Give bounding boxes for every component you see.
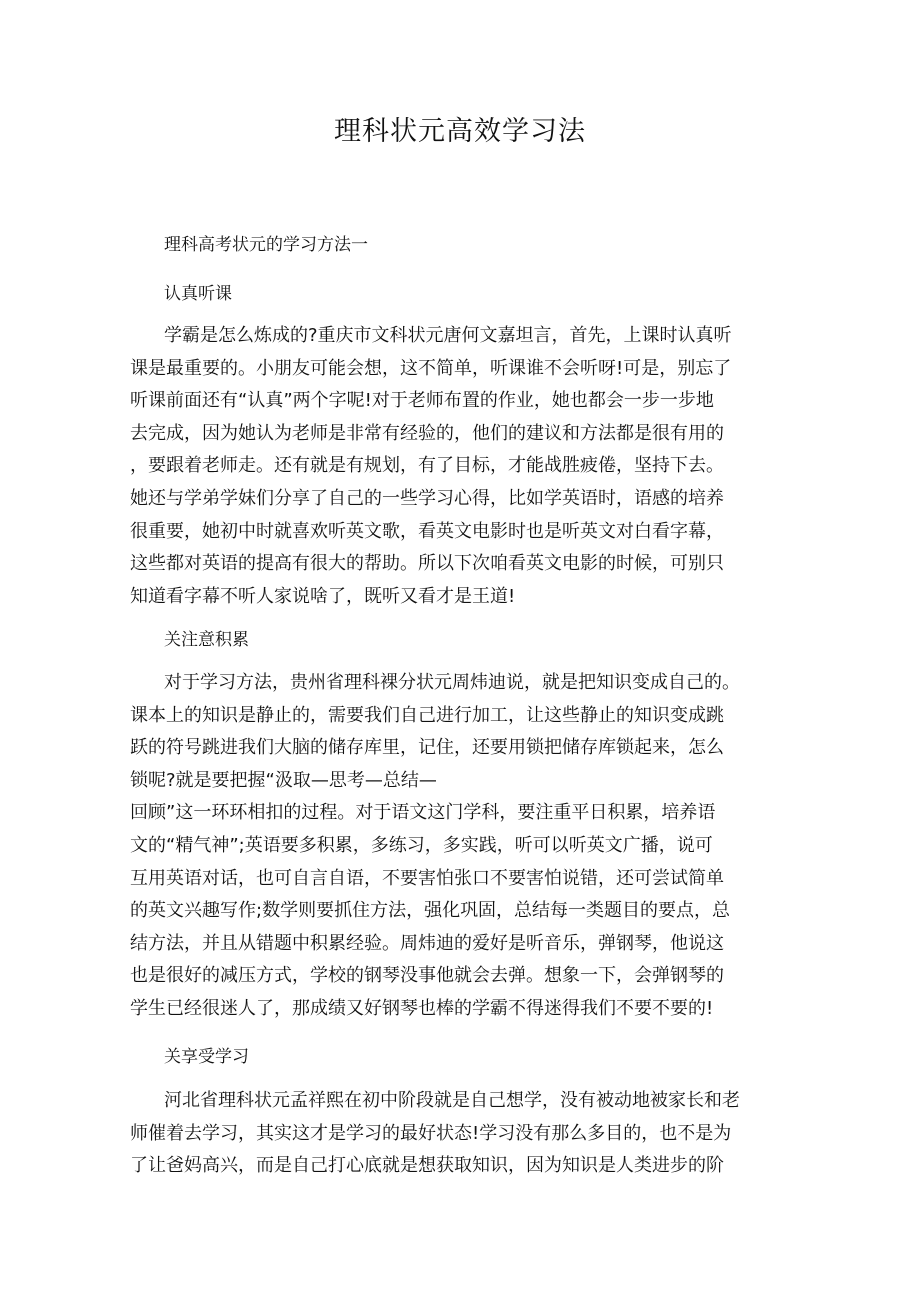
paragraph-line: 的英文兴趣写作;数学则要抓住方法，强化巩固，总结每一类题目的要点，总	[130, 900, 731, 922]
paragraph-line: 锁呢?就是要把握“汲取—思考—总结—	[130, 769, 437, 791]
paragraph-line: 很重要，她初中时就喜欢听英文歌，看英文电影时也是听英文对白看字幕，	[130, 520, 724, 542]
paragraph-line: 互用英语对话，也可自言自语，不要害怕张口不要害怕说错，还可尝试简单	[130, 867, 724, 889]
paragraph-line: 回顾”这一环环相扣的过程。对于语文这门学科，要注重平日积累，培养语	[130, 802, 716, 824]
paragraph-line: 对于学习方法，贵州省理科裸分状元周炜迪说，就是把知识变成自己的。	[164, 672, 740, 693]
paragraph-line: 也是很好的减压方式，学校的钢琴没事他就会去弹。想象一下，会弹钢琴的	[130, 965, 724, 987]
section-paragraph-enjoy	[130, 1085, 775, 1183]
section-heading-accumulate: 关注意积累	[164, 630, 249, 650]
paragraph-line: 课本上的知识是静止的，需要我们自己进行加工，让这些静止的知识变成跳	[130, 704, 724, 726]
document-title: 理科状元高效学习法	[334, 116, 586, 147]
paragraph-line: 河北省理科状元孟祥熙在初中阶段就是自己想学，没有被动地被家长和老	[164, 1090, 740, 1111]
paragraph-line: 课是最重要的。小朋友可能会想，这不简单，听课谁不会听呀!可是，别忘了	[130, 357, 732, 379]
paragraph-line: 文的“精气神”;英语要多积累，多练习，多实践，听可以听英文广播，说可	[130, 834, 713, 856]
paragraph-line: ，要跟着老师走。还有就是有规划，有了目标，才能战胜疲倦，坚持下去。	[130, 455, 724, 477]
intro-heading: 理科高考状元的学习方法一	[164, 235, 368, 255]
paragraph-line: 这些都对英语的提高有很大的帮助。所以下次咱看英文电影的时候，可别只	[130, 553, 724, 575]
section-heading-enjoy: 关享受学习	[164, 1047, 249, 1067]
paragraph-line: 结方法，并且从错题中积累经验。周炜迪的爱好是听音乐，弹钢琴，他说这	[130, 932, 724, 954]
paragraph-line: 她还与学弟学妹们分享了自己的一些学习心得，比如学英语时，语感的培养	[130, 487, 724, 509]
paragraph-line: 学霸是怎么炼成的?重庆市文科状元唐何文嘉坦言，首先，上课时认真听	[164, 325, 732, 346]
section-heading-listen: 认真听课	[164, 284, 232, 304]
paragraph-line: 去完成，因为她认为老师是非常有经验的，他们的建议和方法都是很有用的	[130, 422, 724, 444]
section-paragraph-listen	[130, 320, 775, 613]
paragraph-line: 知道看字幕不听人家说啥了，既听又看才是王道!	[130, 585, 516, 607]
paragraph-line: 了让爸妈高兴，而是自己打心底就是想获取知识，因为知识是人类进步的阶	[130, 1155, 724, 1177]
paragraph-line: 跃的符号跳进我们大脑的储存库里，记住，还要用锁把储存库锁起来，怎么	[130, 737, 724, 759]
paragraph-line: 学生已经很迷人了，那成绩又好钢琴也棒的学霸不得迷得我们不要不要的!	[130, 997, 714, 1019]
section-paragraph-accumulate	[130, 667, 775, 1026]
paragraph-line: 听课前面还有“认真”两个字呢!对于老师布置的作业，她也都会一步一步地	[130, 390, 714, 412]
paragraph-line: 师催着去学习，其实这才是学习的最好状态!学习没有那么多目的，也不是为	[130, 1122, 732, 1144]
